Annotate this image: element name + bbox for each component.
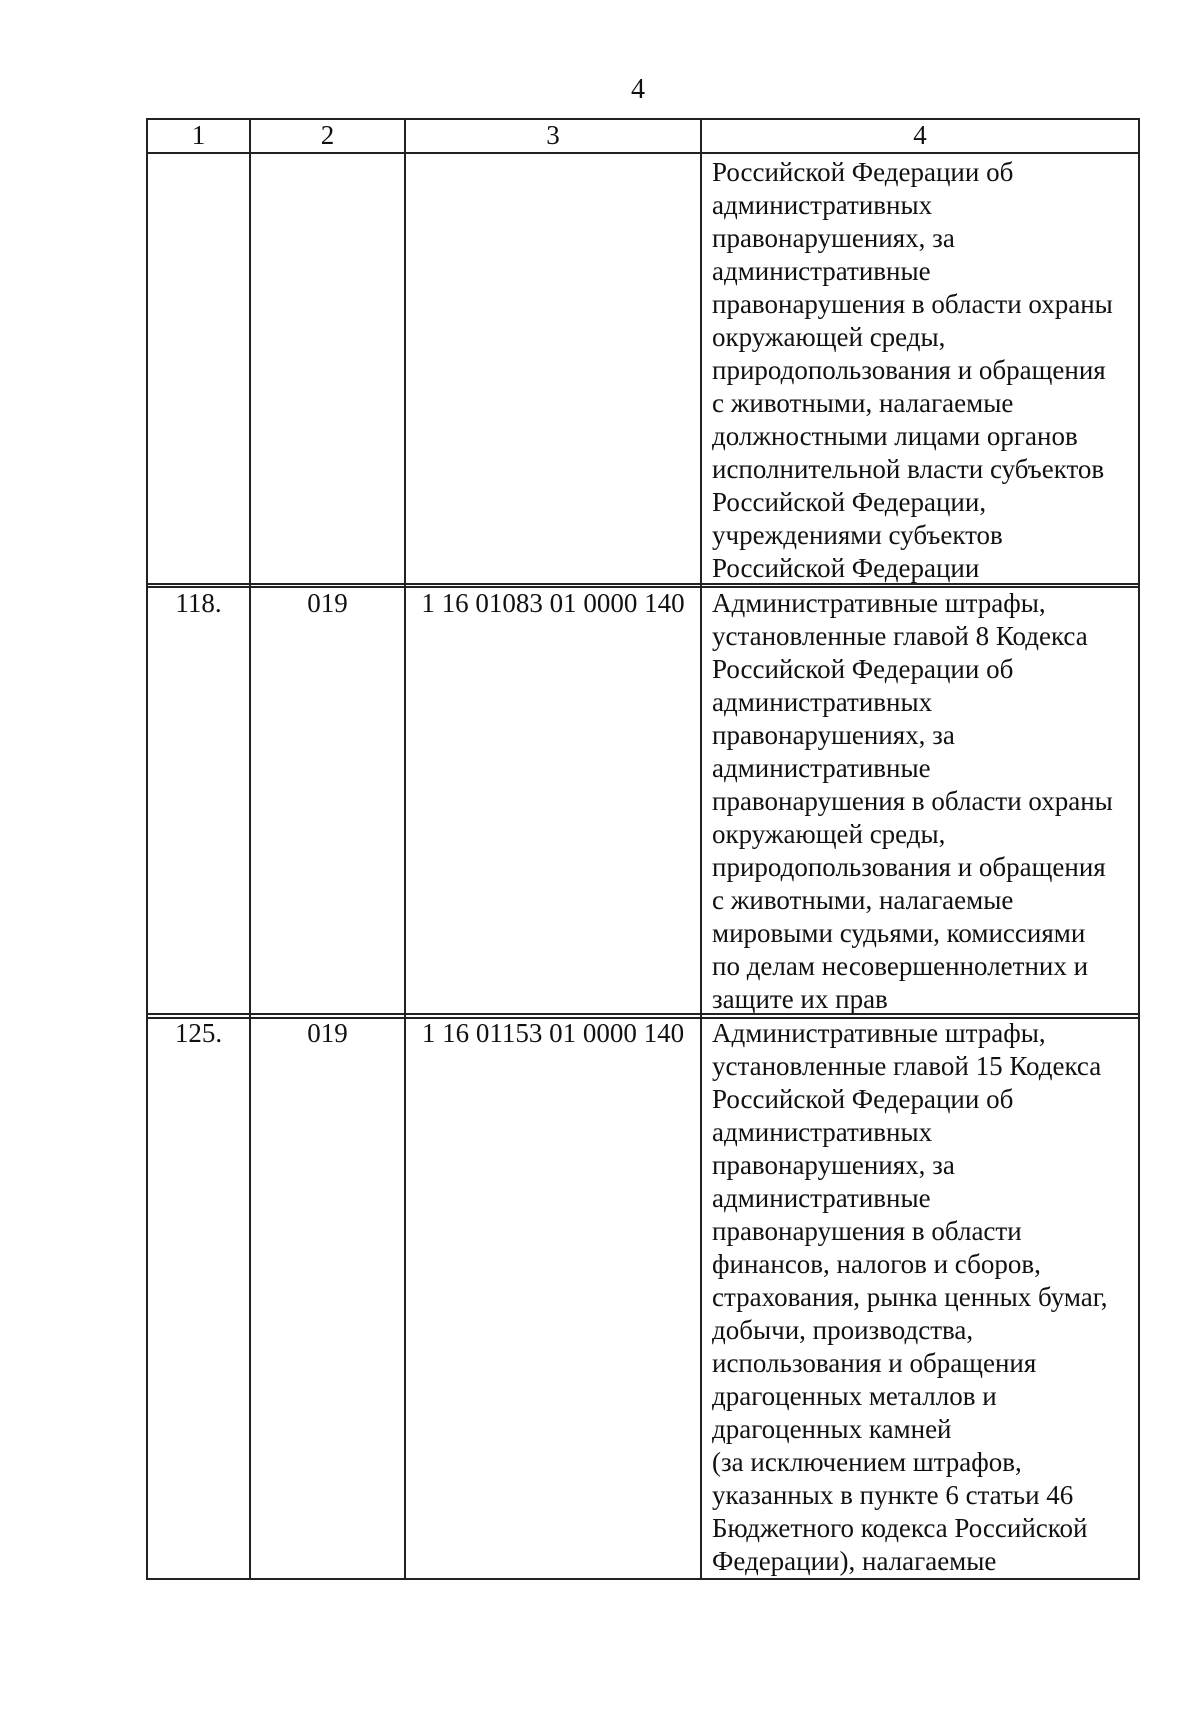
description-line: Российской Федерации об	[712, 157, 1014, 187]
table-row	[147, 1014, 1139, 1579]
description-line: административных	[712, 190, 933, 220]
description-line: (за исключением штрафов,	[712, 1447, 1022, 1477]
description-line: Российской Федерации об	[712, 654, 1014, 684]
column-header-3: 3	[405, 119, 701, 153]
description-line: по делам несовершеннолетних и	[712, 951, 1089, 981]
description-line: правонарушения в области охраны	[712, 289, 1113, 319]
table-row-continuation	[147, 153, 1139, 587]
description-line: природопользования и обращения	[712, 852, 1106, 882]
admin-code-cell: 019	[250, 584, 405, 1018]
description-line: драгоценных металлов и	[712, 1381, 997, 1411]
kbk-cell: 1 16 01153 01 0000 140	[405, 1014, 701, 1579]
description-line: административных	[712, 1117, 933, 1147]
description-line: правонарушения в области	[712, 1216, 1022, 1246]
description-line: мировыми судьями, комиссиями	[712, 918, 1086, 948]
description-line: с животными, налагаемые	[712, 388, 1014, 418]
description-line: добычи, производства,	[712, 1315, 974, 1345]
description-cell	[701, 153, 1139, 587]
table-row	[147, 584, 1139, 1018]
description-line: административные	[712, 753, 931, 783]
description-line: указанных в пункте 6 статьи 46	[712, 1480, 1074, 1510]
column-header-2: 2	[250, 119, 405, 153]
table-continuation	[146, 118, 1140, 588]
table-header-row	[147, 119, 1139, 153]
description-line: административные	[712, 1183, 931, 1213]
description-line: должностными лицами органов	[712, 421, 1078, 451]
description-line: Административные штрафы,	[712, 1018, 1046, 1048]
description-cell	[701, 1014, 1139, 1579]
description-line: страхования, рынка ценных бумаг,	[712, 1282, 1108, 1312]
column-header-1: 1	[147, 119, 250, 153]
column-header-4: 4	[701, 119, 1139, 153]
description-line: Российской Федерации,	[712, 487, 987, 517]
admin-code-cell: 019	[250, 1014, 405, 1579]
description-line: административные	[712, 256, 931, 286]
table-row-118	[146, 583, 1140, 1019]
kbk-cell: 1 16 01083 01 0000 140	[405, 584, 701, 1018]
row-number-cell: 125.	[147, 1014, 250, 1579]
number-cell	[147, 153, 250, 587]
description-line: защите их прав	[712, 984, 888, 1014]
description-line: Федерации), налагаемые	[712, 1546, 997, 1576]
row-number-cell: 118.	[147, 584, 250, 1018]
description-line: исполнительной власти субъектов	[712, 454, 1105, 484]
page-number: 4	[631, 74, 645, 105]
description-line: правонарушения в области охраны	[712, 786, 1113, 816]
description-line: окружающей среды,	[712, 819, 946, 849]
description-line: Российской Федерации об	[712, 1084, 1014, 1114]
description-line: финансов, налогов и сборов,	[712, 1249, 1041, 1279]
description-line: учреждениями субъектов	[712, 520, 1003, 550]
description-line: драгоценных камней	[712, 1414, 952, 1444]
description-line: правонарушениях, за	[712, 720, 955, 750]
admin-code-cell	[250, 153, 405, 587]
description-cell	[701, 584, 1139, 1018]
description-line: Административные штрафы,	[712, 588, 1046, 618]
description-line: установленные главой 15 Кодекса	[712, 1051, 1102, 1081]
description-line: административных	[712, 687, 933, 717]
description-line: правонарушениях, за	[712, 223, 955, 253]
description-line: природопользования и обращения	[712, 355, 1106, 385]
description-line: с животными, налагаемые	[712, 885, 1014, 915]
description-line: правонарушениях, за	[712, 1150, 955, 1180]
description-line: использования и обращения	[712, 1348, 1037, 1378]
description-line: Российской Федерации	[712, 553, 980, 583]
table-row-125	[146, 1013, 1140, 1580]
description-line: Бюджетного кодекса Российской	[712, 1513, 1088, 1543]
description-line: окружающей среды,	[712, 322, 946, 352]
description-line: установленные главой 8 Кодекса	[712, 621, 1088, 651]
kbk-cell	[405, 153, 701, 587]
